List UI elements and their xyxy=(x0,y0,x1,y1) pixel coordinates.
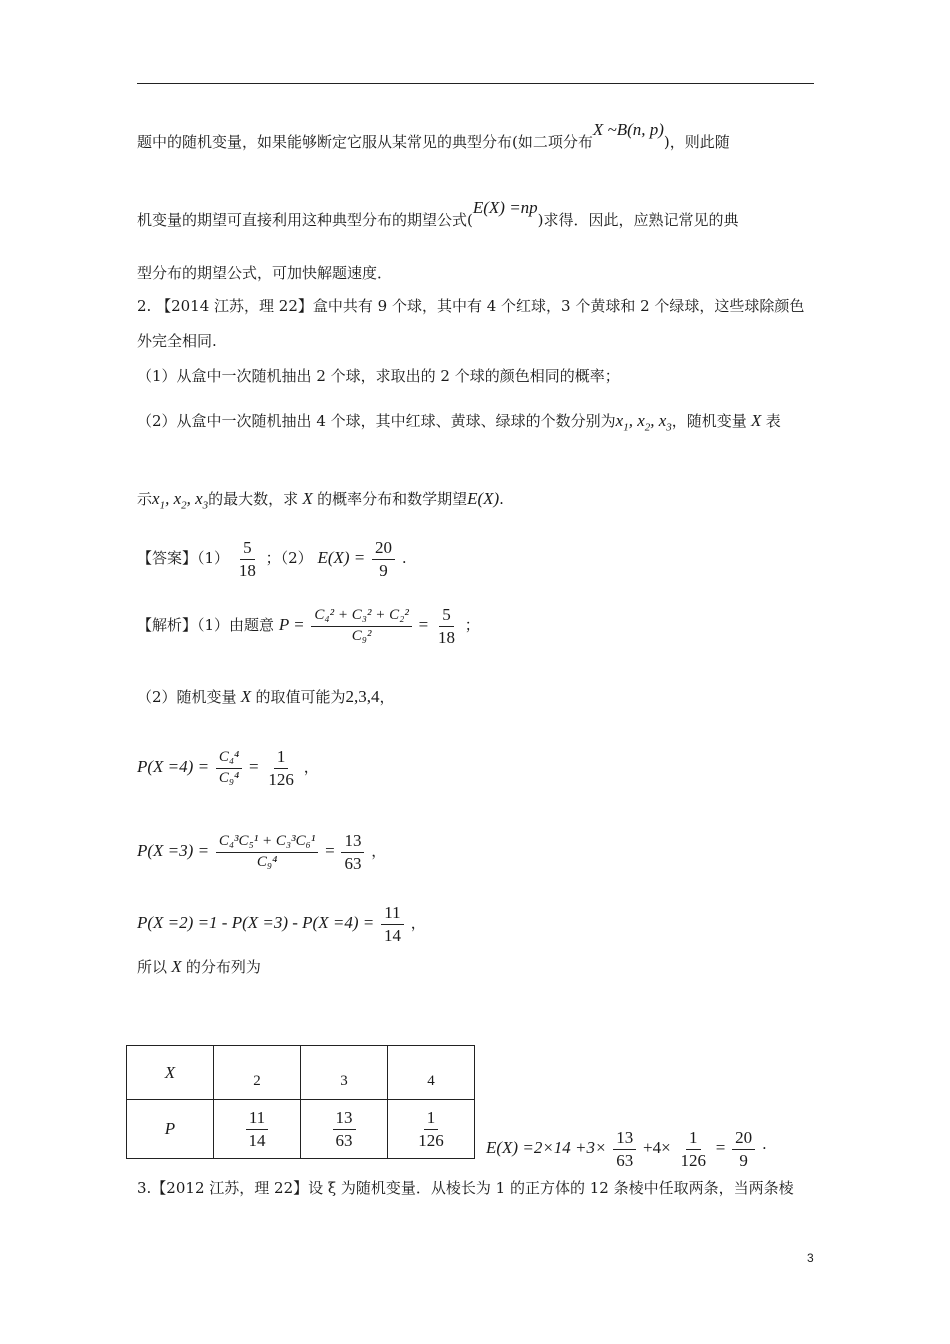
analysis-frac-result: $\frac{5}{18}$ xyxy=(437,604,455,647)
answer-line: 【答案】（1） $\frac{5}{18}$ ；（2） E(X) = $\frac{20}{9}$ . xyxy=(137,537,407,580)
q3-line: 3.【2012 江苏，理 22】设 ξ 为随机变量．从棱长为 1 的正方体的 12 条棱中任取两条，当两条棱 xyxy=(137,1179,794,1197)
analysis-line1: 【解析】（1）由题意 P = $\frac{\text{C₄² + C₃² + C₂²}}{\text{C₉²}}$ = $\frac{5}{18}$ ； xyxy=(137,604,480,647)
q2-part1: （1）从盒中一次随机抽出 2 个球，求取出的 2 个球的颜色相同的概率； xyxy=(137,367,620,385)
page-number: 3 xyxy=(807,1251,814,1265)
eq-p4: P(X =4) = $\frac{\text{C₄⁴}}{\text{C₉⁴}}$ = $\frac{1}{126}$ ， xyxy=(137,746,319,789)
q2-line1: 2. 【2014 江苏，理 22】盒中共有 9 个球，其中有 4 个红球，3 个黄球和 2 个绿球，这些球除颜色 xyxy=(137,297,805,315)
eq-p2: P(X =2) =1 - P(X =3) - P(X =4) = $\frac{11}{14}$ ， xyxy=(137,902,426,945)
header-rule xyxy=(137,83,814,84)
analysis-line2: （2）随机变量 X 的取值可能为2,3,4， xyxy=(137,687,395,706)
para1-line2: 机变量的期望可直接利用这种典型分布的期望公式(E(X) =np)求得．因此，应熟记常见的典 xyxy=(137,198,739,229)
q2-part2-cont: 示$x_1$, $x_2$, $x_3$的最大数，求 X 的概率分布和数学期望E(X). xyxy=(137,489,504,512)
analysis-frac-comb: $\frac{\text{C₄² + C₃² + C₂²}}{\text{C₉²}}$ xyxy=(311,608,411,645)
para1-line3: 型分布的期望公式，可加快解题速度． xyxy=(137,264,393,282)
answer-frac-2: $\frac{20}{9}$ xyxy=(372,539,395,580)
distribution-table xyxy=(126,1045,475,1159)
expectation-formula: E(X) =2×14 +3× $\frac{13}{63}$ +4× $\frac{1}{126}$ = $\frac{20}{9}$ · xyxy=(486,1127,767,1170)
eq-p3: P(X =3) = $\frac{\text{C₄³C₅¹ + C₃³C₆¹}}{\text{C₉⁴}}$ = $\frac{13}{63}$ ， xyxy=(137,830,387,873)
answer-frac-1: $\frac{5}{18}$ xyxy=(238,537,256,580)
table-row: P $\frac{11}{14}$ $\frac{13}{63}$ $\frac{1}{126}$ xyxy=(127,1100,475,1159)
para1-line1: 题中的随机变量，如果能够断定它服从某常见的典型分布(如二项分布X ~B(n, p))，则此随 xyxy=(137,120,730,151)
table-row: X 2 3 4 xyxy=(127,1046,475,1100)
dist-intro: 所以 X 的分布列为 xyxy=(137,957,261,976)
q2-line2: 外完全相同. xyxy=(137,332,217,350)
q2-part2: （2）从盒中一次随机抽出 4 个球，其中红球、黄球、绿球的个数分别为$x_1$, $x_2$, $x_3$，随机变量 X 表 xyxy=(137,411,781,434)
